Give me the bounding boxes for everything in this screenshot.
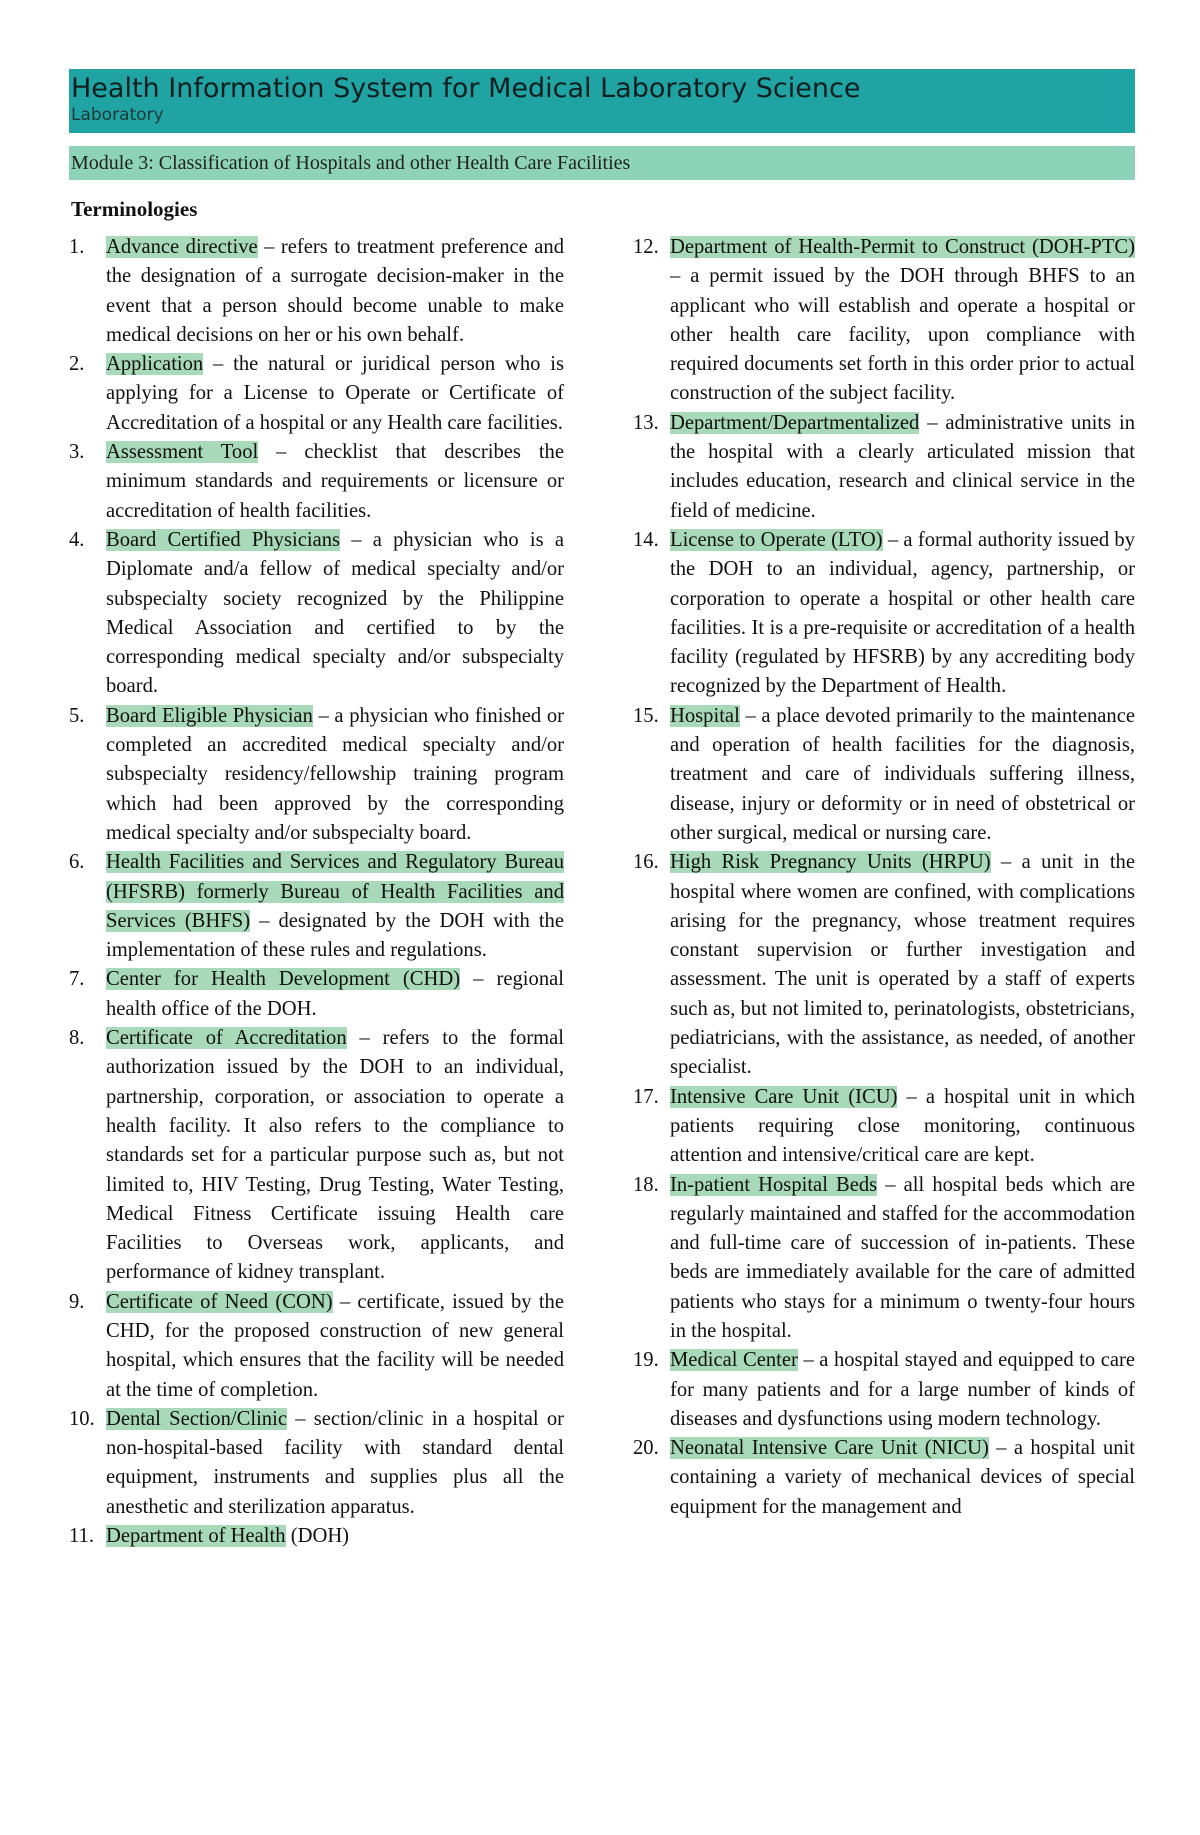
item-number: 16. — [633, 851, 659, 874]
document-subtitle: Laboratory — [71, 105, 164, 125]
terms-column-right — [633, 233, 1135, 1522]
term-highlight: In-patient Hospital Beds — [670, 1173, 878, 1196]
terminology-item — [69, 233, 564, 350]
term-highlight: Application — [106, 353, 204, 376]
term-definition: – a physician who is a Diplomate and/a fellow of medical specialty and/or subspecialty society recognized by the Philippine Medical Association and certified to by the corresponding medical specialty and/or subspecialty board. — [106, 528, 564, 698]
terminology-item — [69, 350, 564, 438]
term-highlight: Dental Section/Clinic — [106, 1407, 287, 1430]
term-definition: – a unit in the hospital where women are confined, with complications arising for the pregnancy, whose treatment requires constant supervision or further investigation and assessment. The unit is operated by a staff of experts such as, but not limited to, perinatologists, obstetricians, pediatricians, with the assistance, as needed, of another specialist. — [670, 851, 1135, 1079]
item-number: 5. — [69, 704, 85, 727]
term-highlight: Certificate of Accreditation — [106, 1027, 347, 1050]
item-number: 9. — [69, 1290, 85, 1313]
terminology-item — [633, 1346, 1135, 1434]
term-highlight: License to Operate (LTO) — [670, 528, 883, 551]
term-highlight: Hospital — [670, 704, 740, 727]
terminology-item — [69, 526, 564, 702]
item-number: 15. — [633, 704, 659, 727]
terminology-item — [633, 526, 1135, 702]
term-definition: – checklist that describes the minimum standards and requirements or licensure or accreditation of health facilities. — [106, 441, 564, 522]
term-definition: – a hospital unit containing a variety of mechanical devices of special equipment for the management and — [670, 1437, 1136, 1518]
terminology-item — [69, 1522, 564, 1551]
term-definition: – regional health office of the DOH. — [106, 968, 564, 1020]
item-number: 1. — [69, 236, 85, 258]
terminology-item — [69, 848, 564, 965]
terminology-item — [633, 233, 1135, 409]
terminology-item — [633, 409, 1135, 526]
term-highlight: Board Certified Physicians — [106, 528, 341, 551]
term-definition: – a place devoted primarily to the maintenance and operation of health facilities for the diagnosis, treatment and care of individuals suffering illness, disease, injury or deformity or in need of obstetrical or other surgical, medical or nursing care. — [670, 704, 1135, 844]
term-highlight: Department of Health-Permit to Construct (DOH-PTC) — [670, 236, 1135, 258]
terminology-item — [69, 438, 564, 526]
term-highlight: Advance directive — [106, 236, 258, 258]
terminology-item — [633, 1434, 1135, 1522]
term-definition: – a permit issued by the DOH through BHFS to an applicant who will establish and operate a hospital or other health care facility, upon compliance with required documents set forth in this order prior to actual construction of the subject facility. — [670, 265, 1135, 405]
term-definition: – a formal authority issued by the DOH to an individual, agency, partnership, or corporation to operate a hospital or other health care facilities. It is a pre-requisite or accreditation of a health facility (regulated by HFSRB) by any accrediting body recognized by the Department of Health. — [670, 528, 1136, 698]
item-number: 13. — [633, 411, 659, 434]
term-highlight: Department of Health — [106, 1525, 286, 1548]
item-number: 20. — [633, 1437, 659, 1460]
terminology-item — [69, 702, 564, 848]
terminology-item — [633, 702, 1135, 848]
term-definition: – a hospital stayed and equipped to care for many patients and for a large number of kinds of diseases and dysfunctions using modern technology. — [670, 1349, 1135, 1430]
term-highlight: Center for Health Development (CHD) — [106, 968, 461, 991]
term-highlight: Department/Departmentalized — [670, 411, 920, 434]
item-number: 4. — [69, 528, 85, 551]
term-definition: – designated by the DOH with the implementation of these rules and regulations. — [106, 909, 564, 962]
item-number: 2. — [69, 353, 85, 376]
item-number: 17. — [633, 1085, 659, 1108]
item-number: 8. — [69, 1027, 85, 1050]
term-highlight: Neonatal Intensive Care Unit (NICU) — [670, 1437, 989, 1460]
term-definition: – all hospital beds which are regularly maintained and staffed for the accommodation and full-time care of succession of in-patients. These beds are immediately available for the care of admitted patients who stays for a minimum o twenty-four hours in the hospital. — [670, 1173, 1136, 1342]
term-definition: – refers to the formal authorization issued by the DOH to an individual, partnership, corporation, or association to operate a health facility. It also refers to the compliance to standards set for a particular purpose such as, but not limited to, HIV Testing, Drug Testing, Water Testing, Medical Fitness Certificate issuing Health care Facilities to Overseas work, applicants, and performance of kidney transplant. — [106, 1027, 564, 1284]
item-number: 19. — [633, 1349, 659, 1372]
module-heading: Module 3: Classification of Hospitals and other Health Care Facilities — [69, 146, 1135, 180]
term-highlight: Medical Center — [670, 1349, 798, 1372]
terminology-item — [69, 1024, 564, 1288]
terminology-item — [633, 1171, 1135, 1347]
terms-column-left — [69, 233, 564, 1551]
terminology-item — [69, 1288, 564, 1405]
term-highlight: Board Eligible Physician — [106, 704, 313, 727]
item-number: 7. — [69, 968, 85, 991]
term-highlight: High Risk Pregnancy Units (HRPU) — [670, 851, 991, 874]
terminology-item — [633, 848, 1135, 1082]
term-definition: (DOH) — [285, 1525, 350, 1548]
item-number: 11. — [69, 1525, 94, 1548]
item-number: 6. — [69, 851, 85, 874]
term-definition: – refers to treatment preference and the designation of a surrogate decision-maker in the event that a person should become unable to make medical decisions on her or his own behalf. — [106, 236, 564, 346]
document-title: Health Information System for Medical Laboratory Science — [71, 73, 861, 104]
term-definition: – a physician who finished or completed an accredited medical specialty and/or subspecialty residency/fellowship training program which had been approved by the corresponding medical specialty and/or subspecialty board. — [106, 704, 564, 844]
item-number: 14. — [633, 528, 659, 551]
terminology-item — [69, 965, 564, 1024]
term-highlight: Health Facilities and Services and Regulatory Bureau (HFSRB) formerly Bureau of Health Facilities and Services (BHFS) — [106, 851, 564, 932]
term-highlight: Assessment Tool — [106, 441, 259, 464]
term-definition: – a hospital unit in which patients requiring close monitoring, continuous attention and intensive/critical care are kept. — [670, 1085, 1136, 1167]
term-definition: – the natural or juridical person who is applying for a License to Operate or Certificate of Accreditation of a hospital or any Health care facilities. — [106, 353, 564, 434]
term-highlight: Certificate of Need (CON) — [106, 1290, 333, 1313]
item-number: 18. — [633, 1173, 659, 1196]
term-definition: – certificate, issued by the CHD, for the proposed construction of new general hospital, which ensures that the facility will be needed at the time of completion. — [106, 1290, 564, 1401]
item-number: 3. — [69, 441, 85, 464]
terminology-item — [69, 1405, 564, 1522]
item-number: 10. — [69, 1407, 95, 1430]
term-highlight: Intensive Care Unit (ICU) — [670, 1085, 898, 1108]
section-heading: Terminologies — [71, 197, 198, 221]
item-number: 12. — [633, 236, 659, 258]
header-banner — [69, 69, 1135, 133]
term-definition: – administrative units in the hospital with a clearly articulated mission that includes education, research and clinical service in the field of medicine. — [670, 411, 1135, 522]
term-definition: – section/clinic in a hospital or non-hospital-based facility with standard dental equipment, instruments and supplies plus all the anesthetic and sterilization apparatus. — [106, 1407, 564, 1518]
terminology-item — [633, 1083, 1135, 1171]
